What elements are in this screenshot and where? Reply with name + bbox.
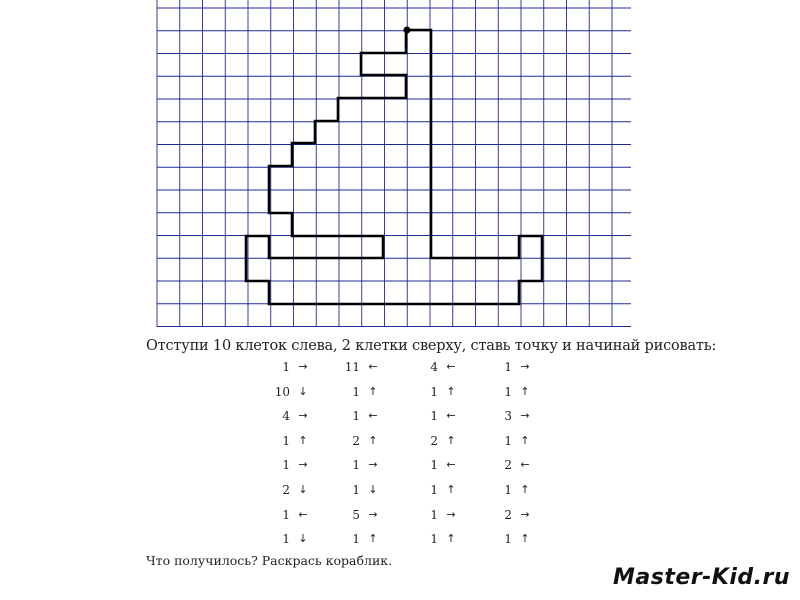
step-count: 1 xyxy=(430,507,438,522)
step-count: 1 xyxy=(352,384,360,399)
arrow-up-icon: ↑ xyxy=(446,433,456,447)
step-count: 1 xyxy=(352,483,360,497)
arrow-right-icon: → xyxy=(298,458,308,472)
step-item xyxy=(472,504,532,526)
step-item xyxy=(250,479,310,501)
step-item xyxy=(250,356,310,378)
step-item xyxy=(250,454,310,476)
step-item xyxy=(398,381,458,403)
step-count: 1 xyxy=(282,458,290,473)
step-count: 5 xyxy=(352,507,360,522)
step-item xyxy=(320,528,380,550)
arrow-right-icon: → xyxy=(520,409,530,423)
step-item xyxy=(398,528,458,550)
step-item xyxy=(320,504,380,526)
arrow-up-icon: ↑ xyxy=(520,433,530,447)
step-item xyxy=(320,479,380,501)
step-count: 2 xyxy=(504,507,512,522)
step-count: 1 xyxy=(282,532,290,547)
step-item xyxy=(472,454,532,476)
step-count: 1 xyxy=(352,532,360,547)
arrow-left-icon: ← xyxy=(368,360,378,373)
step-item xyxy=(398,504,458,526)
arrow-right-icon: → xyxy=(520,360,530,373)
step-count: 1 xyxy=(430,409,438,424)
step-instructions xyxy=(250,356,550,554)
arrow-right-icon: → xyxy=(368,507,378,521)
arrow-up-icon: ↑ xyxy=(368,532,378,546)
step-item xyxy=(320,405,380,427)
arrow-left-icon: ← xyxy=(520,458,530,472)
step-count: 2 xyxy=(430,433,438,448)
step-count: 10 xyxy=(274,384,290,399)
step-count: 1 xyxy=(504,360,512,374)
arrow-up-icon: ↑ xyxy=(298,433,308,447)
step-count: 1 xyxy=(504,483,512,497)
arrow-right-icon: → xyxy=(298,409,308,423)
step-item xyxy=(398,356,458,378)
step-count: 1 xyxy=(430,384,438,399)
arrow-up-icon: ↑ xyxy=(368,384,378,398)
step-item xyxy=(320,430,380,452)
arrow-right-icon: → xyxy=(446,507,456,521)
instruction-text: Отступи 10 клеток слева, 2 клетки сверху, ставь точку и начинай рисовать: xyxy=(146,338,717,354)
step-item xyxy=(250,528,310,550)
step-item xyxy=(398,479,458,501)
arrow-up-icon: ↑ xyxy=(520,483,530,496)
step-count: 4 xyxy=(430,360,438,374)
arrow-left-icon: ← xyxy=(298,507,308,521)
step-count: 1 xyxy=(504,384,512,399)
step-count: 1 xyxy=(282,360,290,374)
step-count: 4 xyxy=(282,409,290,424)
step-count: 1 xyxy=(352,458,360,473)
site-watermark: Master-Kid.ru xyxy=(613,565,790,590)
step-count: 1 xyxy=(430,532,438,547)
arrow-up-icon: ↑ xyxy=(368,433,378,447)
arrow-right-icon: → xyxy=(368,458,378,472)
step-item xyxy=(472,356,532,378)
step-count: 3 xyxy=(504,409,512,424)
arrow-up-icon: ↑ xyxy=(446,384,456,398)
step-item xyxy=(472,430,532,452)
step-item xyxy=(250,504,310,526)
step-count: 1 xyxy=(282,507,290,522)
step-item xyxy=(398,430,458,452)
arrow-down-icon: ↓ xyxy=(298,483,308,496)
step-item xyxy=(472,479,532,501)
step-item xyxy=(398,405,458,427)
arrow-up-icon: ↑ xyxy=(520,384,530,398)
step-item xyxy=(472,381,532,403)
step-count: 2 xyxy=(282,483,290,497)
step-item xyxy=(250,405,310,427)
step-item xyxy=(250,381,310,403)
question-text: Что получилось? Раскрась кораблик. xyxy=(146,553,393,568)
step-count: 2 xyxy=(504,458,512,473)
step-count: 11 xyxy=(344,360,360,374)
arrow-down-icon: ↓ xyxy=(368,483,378,496)
grid-lines xyxy=(157,0,631,327)
step-count: 1 xyxy=(430,458,438,473)
step-count: 2 xyxy=(352,433,360,448)
step-count: 1 xyxy=(504,433,512,448)
arrow-right-icon: → xyxy=(520,507,530,521)
step-count: 1 xyxy=(504,532,512,547)
arrow-right-icon: → xyxy=(298,360,308,373)
arrow-down-icon: ↓ xyxy=(298,532,308,546)
step-item xyxy=(320,454,380,476)
step-count: 1 xyxy=(352,409,360,424)
arrow-left-icon: ← xyxy=(446,409,456,423)
step-count: 1 xyxy=(282,433,290,448)
step-item xyxy=(472,405,532,427)
step-count: 1 xyxy=(430,483,438,497)
step-item xyxy=(250,430,310,452)
start-point xyxy=(404,27,411,34)
step-item xyxy=(320,356,380,378)
arrow-up-icon: ↑ xyxy=(446,532,456,546)
arrow-left-icon: ← xyxy=(446,458,456,472)
arrow-up-icon: ↑ xyxy=(446,483,456,496)
step-item xyxy=(398,454,458,476)
arrow-left-icon: ← xyxy=(446,360,456,373)
arrow-up-icon: ↑ xyxy=(520,532,530,546)
arrow-down-icon: ↓ xyxy=(298,384,308,398)
step-item xyxy=(472,528,532,550)
step-item xyxy=(320,381,380,403)
arrow-left-icon: ← xyxy=(368,409,378,423)
